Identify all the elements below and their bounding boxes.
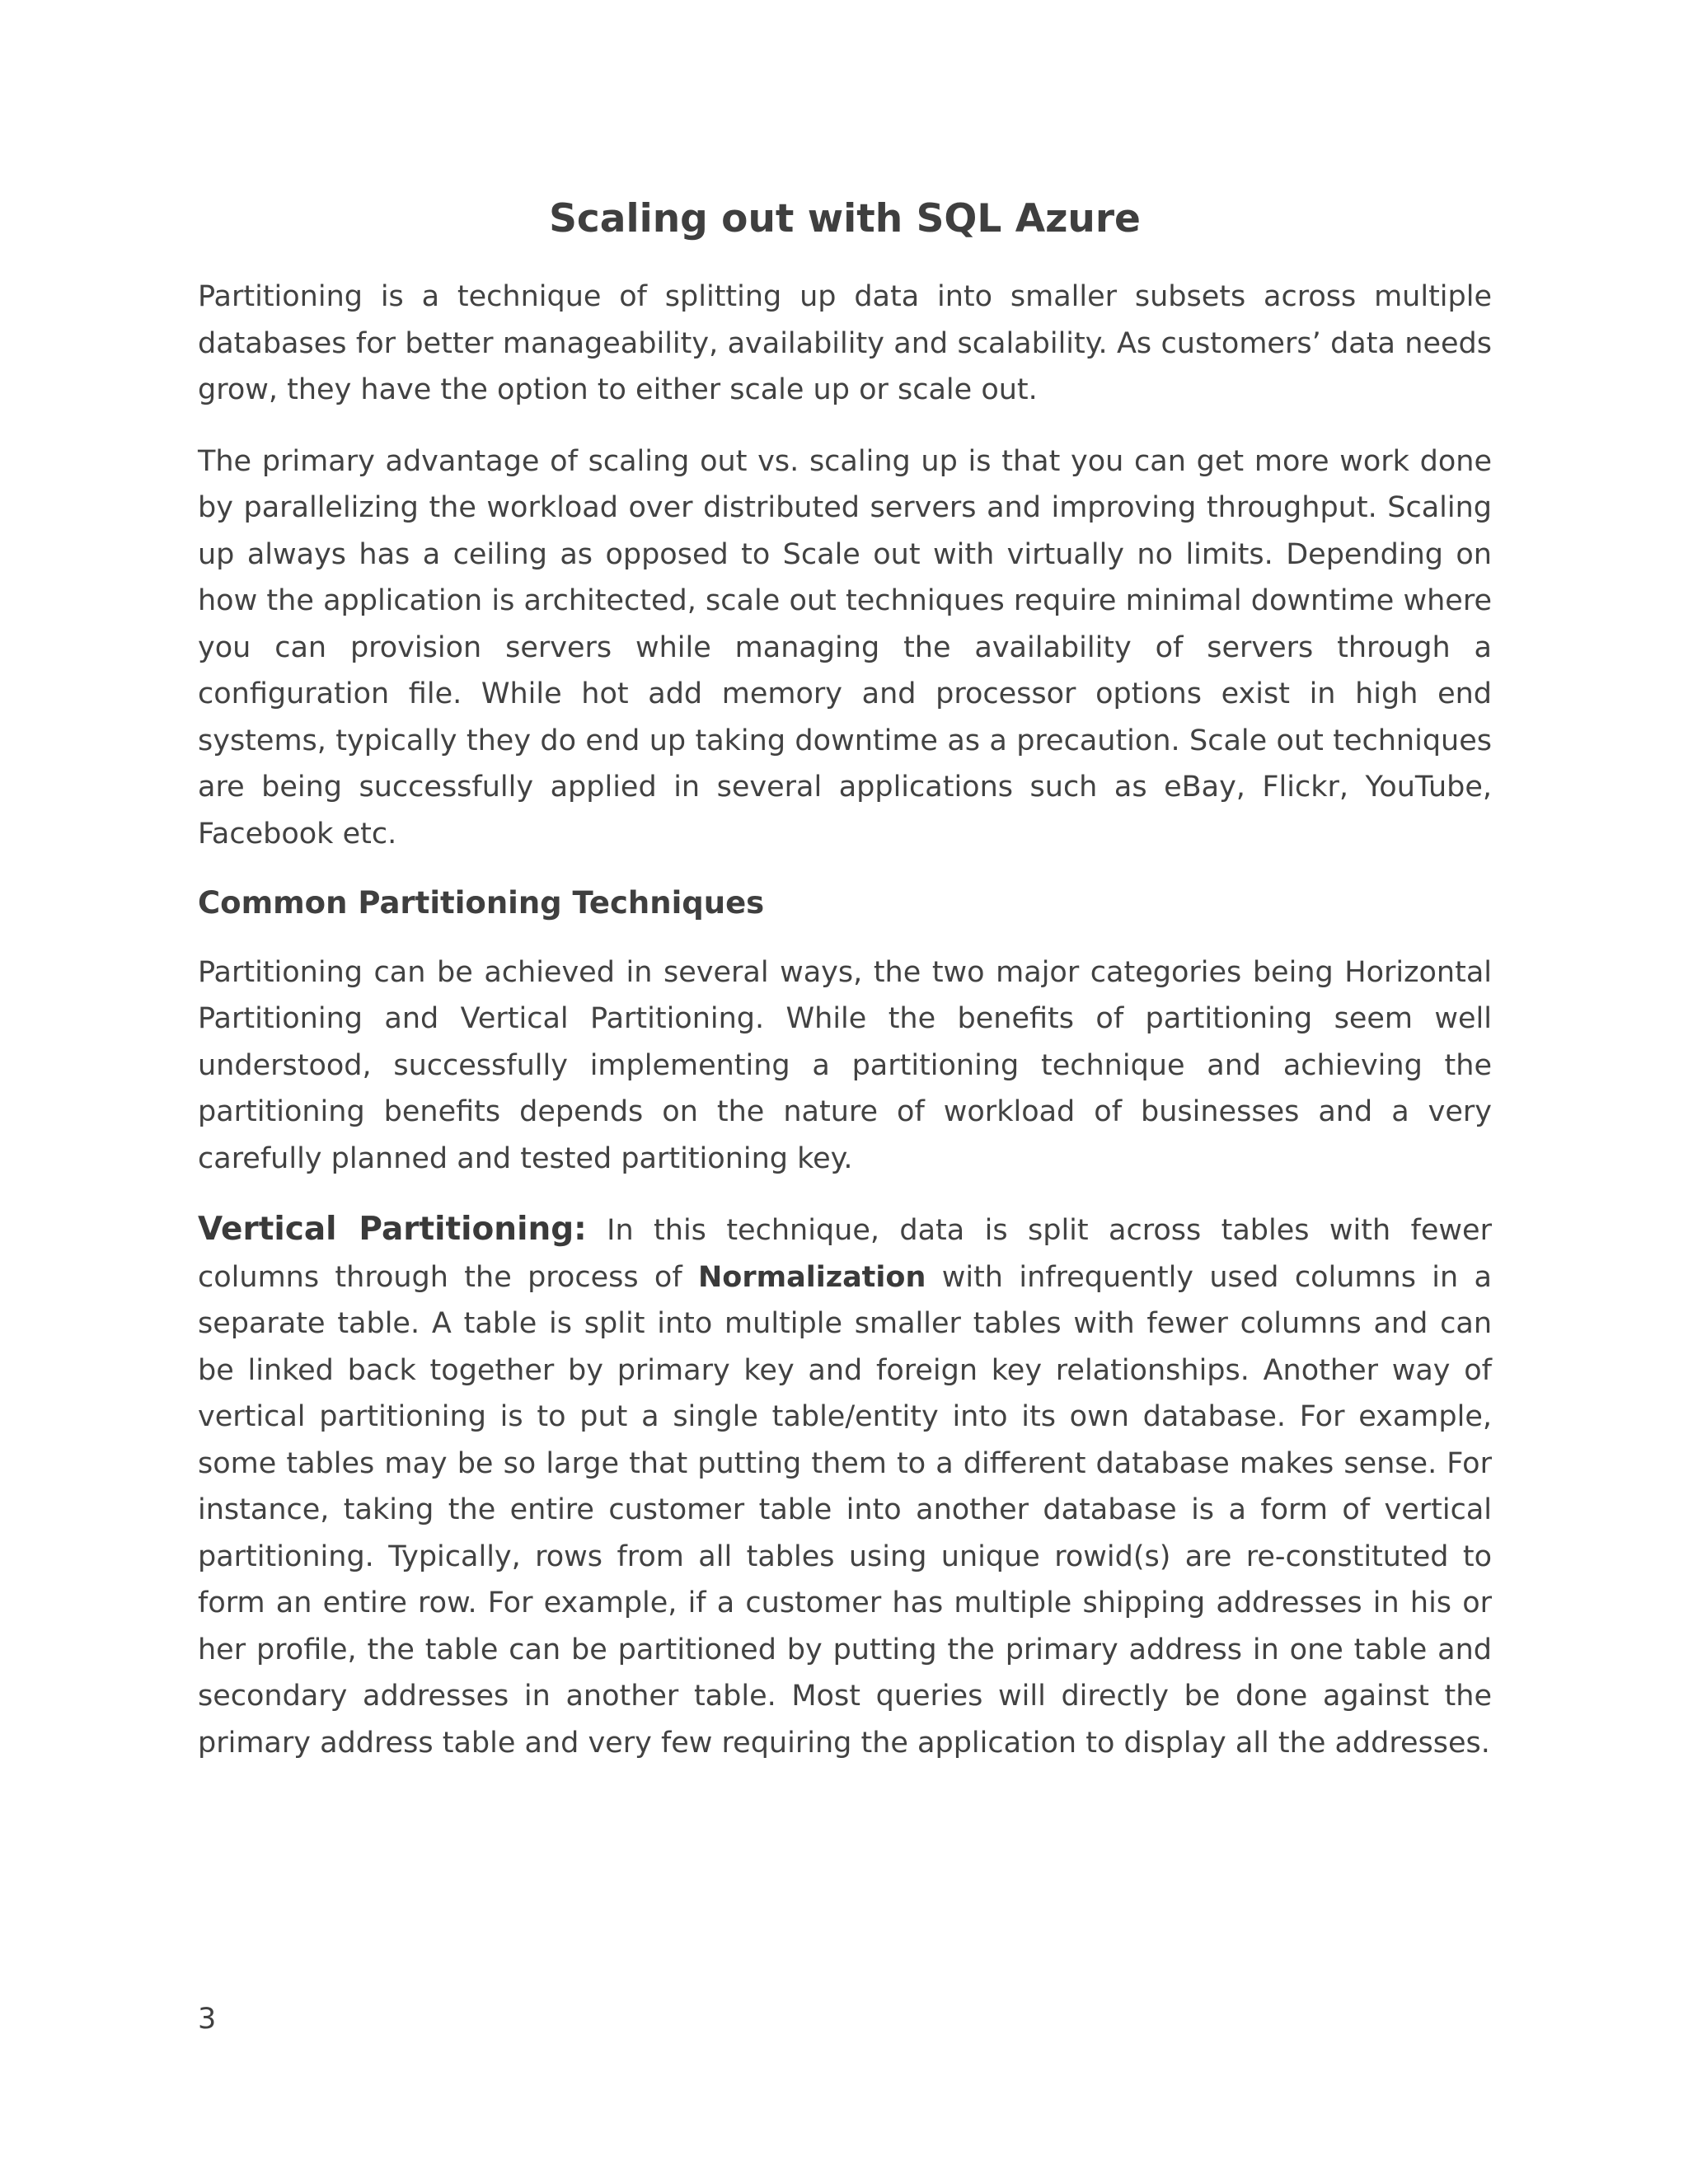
intro-paragraph: Partitioning is a technique of splitting up data into smaller subsets across multiple databases for better manageability, availability and scalability. As customers’ data needs grow, they have the option to either scale up or scale out. bbox=[198, 280, 1492, 407]
vertical-partitioning-paragraph bbox=[198, 1207, 1492, 1766]
vertical-partitioning-term: Vertical Partitioning: bbox=[198, 1211, 587, 1249]
document-page bbox=[198, 194, 1492, 1791]
page-number: 3 bbox=[198, 2003, 217, 2036]
partitioning-techniques-paragraph: Partitioning can be achieved in several ways, the two major categories being Horizontal Partitioning and Vertical Partitioning. While the benefits of partitioning seem well understood, successfully implementing a partitioning technique and achieving the partitioning benefits depends on the nature of workload of businesses and a very carefully planned and tested partitioning key. bbox=[198, 955, 1492, 1175]
vertical-text-after: with infrequently used columns in a separate table. A table is split into multiple smaller tables with fewer columns and can be linked back together by primary key and foreign key relationships. Another way of vertical partitioning is to put a single table/entity into its own database. For example, some tables may be so large that putting them to a different database makes sense. For instance, taking the entire customer table into another database is a form of vertical partitioning. Typically, rows from all tables using unique rowid(s) are re-constituted to form an entire row. For example, if a customer has multiple shipping addresses in his or her profile, the table can be partitioned by putting the primary address in one table and secondary addresses in another table. Most queries will directly be done against the primary address table and very few requiring the application to display all the addresses. bbox=[198, 1260, 1492, 1760]
vertical-text-before: In this technique, data is split across tables with fewer columns through the process of bbox=[198, 1214, 1492, 1294]
page-title: Scaling out with SQL Azure bbox=[549, 196, 1141, 241]
normalization-term: Normalization bbox=[698, 1260, 926, 1294]
scale-out-advantages-paragraph: The primary advantage of scaling out vs. scaling up is that you can get more work done by parallelizing the workload over distributed servers and improving throughput. Scaling up always has a ceiling as opposed to Scale out with virtually no limits. Depending on how the application is architected, scale out techniques require minimal downtime where you can provision servers while managing the availability of servers through a configuration file. While hot add memory and processor options exist in high end systems, typically they do end up taking downtime as a precaution. Scale out techniques are being successfully applied in several applications such as eBay, Flickr, YouTube, Facebook etc. bbox=[198, 444, 1492, 851]
section-heading: Common Partitioning Techniques bbox=[198, 885, 765, 921]
